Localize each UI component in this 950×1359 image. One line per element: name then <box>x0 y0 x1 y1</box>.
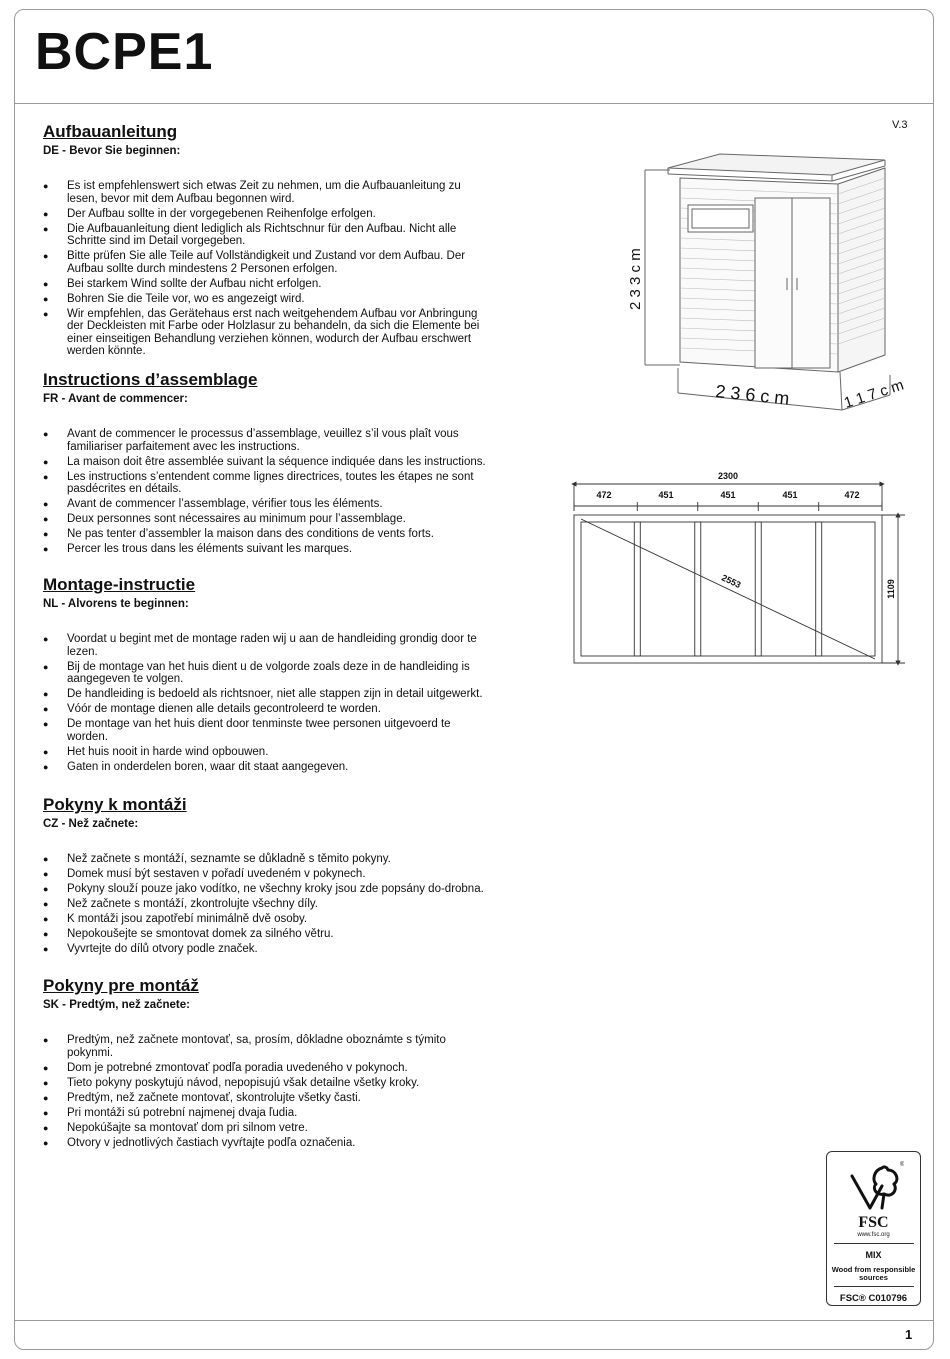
bullet-list <box>43 633 488 773</box>
list-item: ● Nepokoušejte se smontovat domek za silného větru. <box>43 928 488 941</box>
list-item: ● Es ist empfehlenswert sich etwas Zeit zu nehmen, um die Aufbauanleitung zu lesen, bevor mit dem Aufbau begonnen wird. <box>43 180 488 205</box>
section-title: Instructions d’assemblage <box>43 370 258 389</box>
fsc-code: FSC® C010796 <box>839 1293 908 1304</box>
list-item: ● La maison doit être assemblée suivant la séquence indiquée dans les instructions. <box>43 456 488 469</box>
bullet-list <box>43 428 488 556</box>
frame-post <box>695 522 701 656</box>
list-item: ● Der Aufbau sollte in der vorgegebenen Reihenfolge erfolgen. <box>43 208 488 221</box>
list-item: ● Bij de montage van het huis dient u de volgorde zoals deze in de handleiding is aangegeven te volgen. <box>43 661 488 686</box>
page-number: 1 <box>905 1327 913 1342</box>
version-label: V.3 <box>892 119 908 131</box>
list-item: ● Deux personnes sont nécessaires au minimum pour l’assemblage. <box>43 513 488 526</box>
list-item: ● Nepokúšajte sa montovať dom pri silnom vetre. <box>43 1122 488 1135</box>
section-subtitle: DE - Bevor Sie beginnen: <box>43 145 181 157</box>
fsc-url: www.fsc.org <box>857 1232 890 1238</box>
fsc-logo <box>826 1151 921 1306</box>
svg-text:®: ® <box>899 1162 904 1168</box>
section-fr <box>43 370 488 558</box>
bullet-list <box>43 853 488 956</box>
floor-plan-diagonal: 2553 <box>720 572 743 591</box>
fsc-divider <box>834 1286 914 1287</box>
list-item: ● Pokyny slouží pouze jako vodítko, ne všechny kroky jsou zde popsány do-drobna. <box>43 883 488 896</box>
floor-plan-segment-1: 472 <box>596 490 612 500</box>
list-item: ● Domek musí být sestaven v pořadí uvedeném v pokynech. <box>43 868 488 881</box>
list-item: ● Než začnete s montáží, seznamte se důkladně s těmito pokyny. <box>43 853 488 866</box>
list-item: ● Avant de commencer le processus d’assemblage, veuillez s’il vous plaît vous familiariser parfaitement avec les instructions. <box>43 428 488 453</box>
shed-height-label: 2 3 3 c m <box>627 248 644 310</box>
fsc-tree-icon <box>844 1158 904 1214</box>
list-item: ● Pri montáži sú potrební najmenej dvaja ľudia. <box>43 1107 488 1120</box>
list-item: ● Dom je potrebné zmontovať podľa poradia uvedeného v pokynoch. <box>43 1062 488 1075</box>
bullet-list <box>43 180 488 358</box>
shed-depth-label: 1 1 7 c m <box>841 376 906 412</box>
section-sk <box>43 976 488 1152</box>
list-item: ● Vyvrtejte do dílů otvory podle značek. <box>43 943 488 956</box>
floor-plan-depth: 1109 <box>886 579 896 599</box>
floor-plan-total-width: 2300 <box>717 471 739 481</box>
floor-plan-segment-5: 472 <box>844 490 860 500</box>
section-title: Aufbauanleitung <box>43 122 178 141</box>
list-item: ● De montage van het huis dient door tenminste twee personen uitgevoerd te worden. <box>43 718 488 743</box>
section-cz <box>43 795 488 958</box>
list-item: ● Bitte prüfen Sie alle Teile auf Vollständigkeit und Zustand vor dem Aufbau. Der Aufbau sollte durch mindestens 2 Personen erfolgen. <box>43 250 488 275</box>
shed-width-label: 2 3 6 c m <box>714 381 791 409</box>
list-item: ● Bohren Sie die Teile vor, wo es angezeigt wird. <box>43 293 488 306</box>
fsc-divider <box>834 1243 914 1244</box>
list-item: ● De handleiding is bedoeld als richtsnoer, niet alle stappen zijn in detail uitgewerkt. <box>43 688 488 701</box>
list-item: ● Het huis nooit in harde wind opbouwen. <box>43 746 488 759</box>
section-subtitle: CZ - Než začnete: <box>43 818 139 830</box>
shed-drawing <box>600 150 910 425</box>
fsc-claim: Wood from responsible sources <box>831 1265 916 1282</box>
header-divider <box>15 103 933 104</box>
list-item: ● Tieto pokyny poskytujú návod, nepopisujú však detailne všetky kroky. <box>43 1077 488 1090</box>
list-item: ● Bei starkem Wind sollte der Aufbau nicht erfolgen. <box>43 278 488 291</box>
section-subtitle: FR - Avant de commencer: <box>43 393 188 405</box>
section-subtitle: SK - Predtým, než začnete: <box>43 999 190 1011</box>
list-item: ● Percer les trous dans les éléments suivant les marques. <box>43 543 488 556</box>
list-item: ● Wir empfehlen, das Gerätehaus erst nach weitgehendem Aufbau vor Anbringung der Deckleisten mit Farbe oder Holzlasur zu behandeln, da sich die Elemente bei einer einseitigen Behandlung verziehen können, wodurch der Aufbau erschwert werden könnte. <box>43 308 488 358</box>
list-item: ● Die Aufbauanleitung dient lediglich als Richtschnur für den Aufbau. Nicht alle Schritte sind im Detail vorgegeben. <box>43 223 488 248</box>
bullet-list <box>43 1034 488 1149</box>
section-subtitle: NL - Alvorens te beginnen: <box>43 598 189 610</box>
floor-plan-segment-3: 451 <box>720 490 736 500</box>
list-item: ● Než začnete s montáží, zkontrolujte všechny díly. <box>43 898 488 911</box>
frame-post <box>755 522 761 656</box>
list-item: ● Otvory v jednotlivých častiach vyvŕtajte podľa označenia. <box>43 1137 488 1150</box>
footer-divider <box>15 1320 933 1321</box>
floor-plan-segment-4: 451 <box>782 490 798 500</box>
list-item: ● Ne pas tenter d’assembler la maison dans des conditions de vents forts. <box>43 528 488 541</box>
floor-plan-drawing <box>560 466 905 672</box>
list-item: ● Les instructions s’entendent comme lignes directrices, toutes les étapes ne sont pasdécrites en détails. <box>43 471 488 496</box>
frame-post <box>816 522 822 656</box>
section-title: Montage-instructie <box>43 575 196 594</box>
section-title: Pokyny k montáži <box>43 795 187 814</box>
fsc-label: MIX <box>865 1250 882 1260</box>
section-nl <box>43 575 488 776</box>
list-item: ● Voordat u begint met de montage raden wij u aan de handleiding grondig door te lezen. <box>43 633 488 658</box>
section-de <box>43 122 488 360</box>
list-item: ● Avant de commencer l’assemblage, vérifier tous les éléments. <box>43 498 488 511</box>
list-item: ● Predtým, než začnete montovať, skontrolujte všetky časti. <box>43 1092 488 1105</box>
list-item: ● K montáži jsou zapotřebí minimálně dvě osoby. <box>43 913 488 926</box>
fsc-brand: FSC <box>858 1214 889 1231</box>
list-item: ● Vóór de montage dienen alle details gecontroleerd te worden. <box>43 703 488 716</box>
frame-post <box>634 522 640 656</box>
section-title: Pokyny pre montáž <box>43 976 199 995</box>
floor-plan-segment-2: 451 <box>658 490 674 500</box>
document-title: BCPE1 <box>35 23 214 81</box>
list-item: ● Predtým, než začnete montovať, sa, prosím, dôkladne oboznámte s týmito pokynmi. <box>43 1034 488 1059</box>
list-item: ● Gaten in onderdelen boren, waar dit staat aangegeven. <box>43 761 488 774</box>
